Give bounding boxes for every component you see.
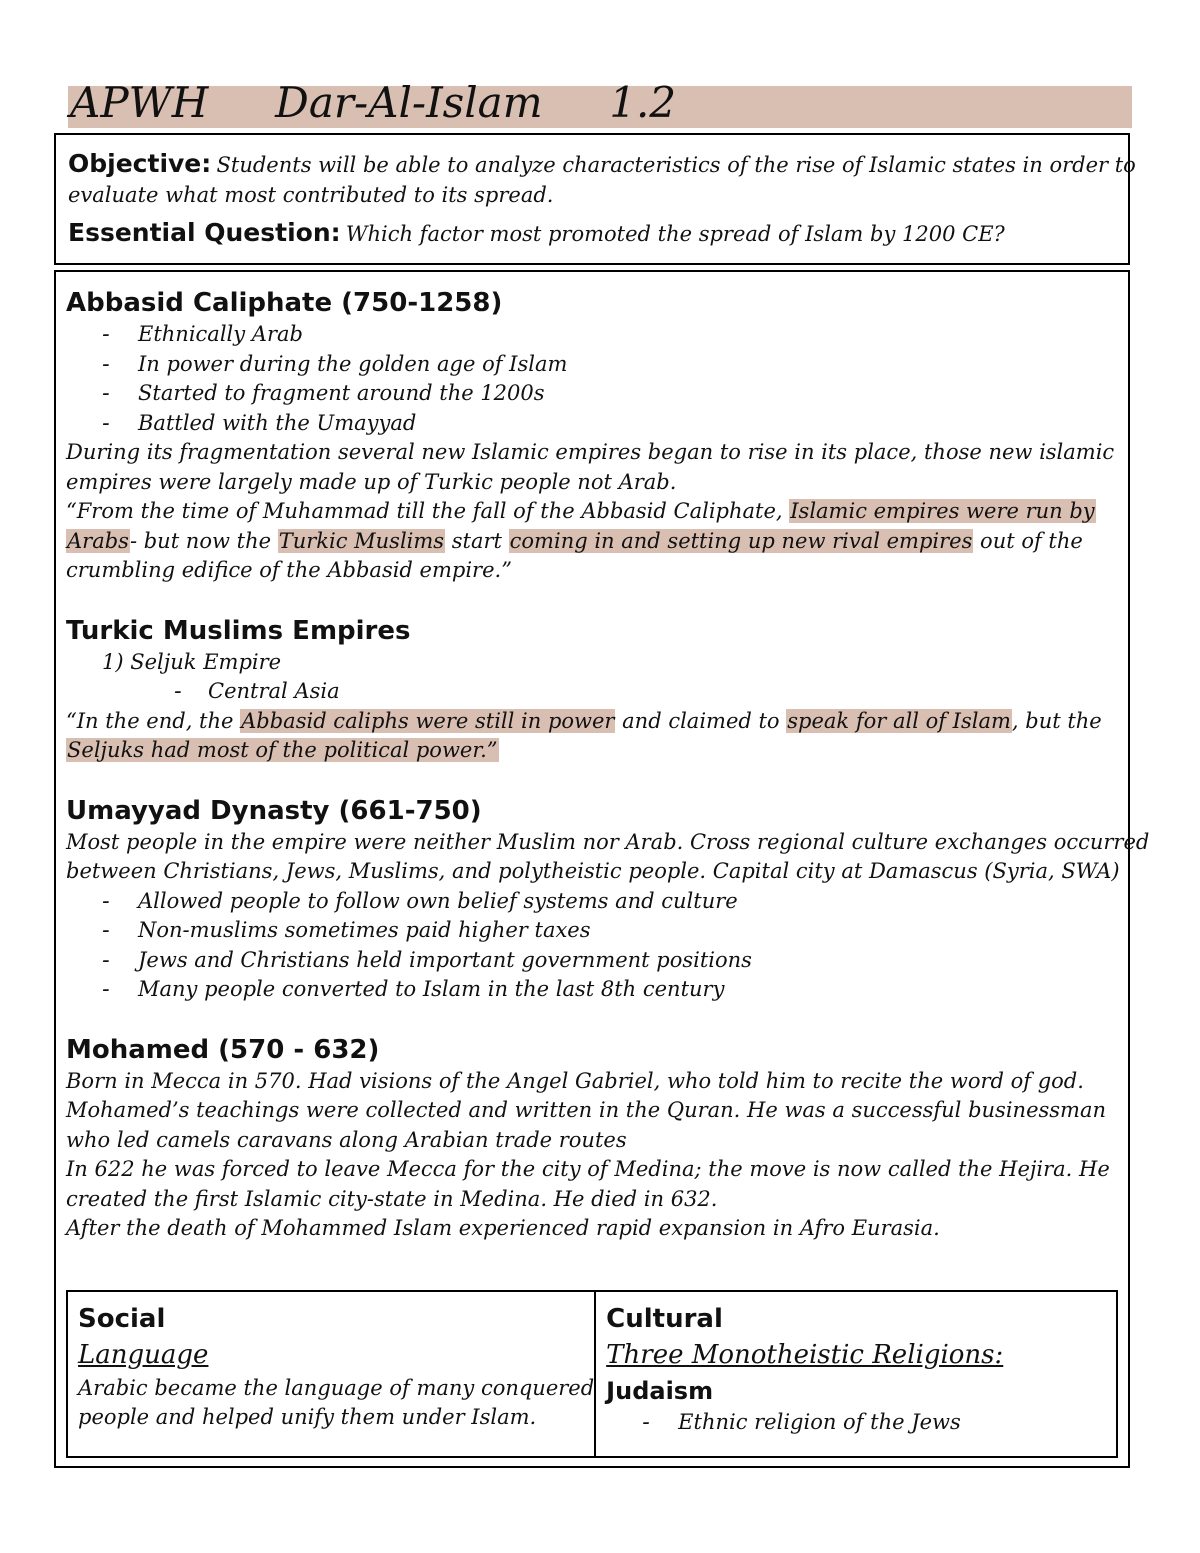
list-item: - Ethnically Arab <box>66 320 1128 350</box>
cultural-cell <box>594 1292 1116 1456</box>
mohamed-line: created the first Islamic city-state in Medina. He died in 632. <box>66 1186 718 1211</box>
turkic-sub-bullets <box>66 677 1128 707</box>
quote-text: start <box>445 528 509 553</box>
social-heading: Social <box>78 1304 166 1334</box>
mohamed-line: Mohamed’s teachings were collected and written in the Quran. He was a successful businessman <box>66 1098 1107 1122</box>
list-item: - Allowed people to follow own belief systems and culture <box>66 887 1128 917</box>
turkic-quote-1 <box>66 707 1128 737</box>
abbasid-quote-1 <box>66 497 1128 527</box>
abbasid-para-1: During its fragmentation several new Islamic empires began to rise in its place, those new islamic <box>66 440 1115 464</box>
turkic-item-1: 1) Seljuk Empire <box>102 649 282 674</box>
list-item: - Started to fragment around the 1200s <box>66 379 1128 409</box>
objective-box <box>54 133 1136 265</box>
list-item: - Battled with the Umayyad <box>66 409 1128 439</box>
abbasid-quote-2 <box>66 527 1128 557</box>
social-text-1: Arabic became the language of many conquered <box>78 1376 595 1400</box>
title-course: APWH <box>70 78 209 127</box>
abbasid-bullets <box>66 320 1128 438</box>
cultural-subheading: Three Monotheistic Religions: <box>606 1340 1004 1370</box>
list-item: - Jews and Christians held important government positions <box>66 946 1128 976</box>
highlight: coming in and setting up new rival empires <box>509 528 973 553</box>
page-title <box>70 78 676 128</box>
essential-question-label: Essential Question: <box>68 218 341 247</box>
mohamed-line: Born in Mecca in 570. Had visions of the Angel Gabriel, who told him to recite the word of god. <box>66 1068 1084 1093</box>
mohamed-heading: Mohamed (570 - 632) <box>66 1034 380 1065</box>
essential-question-text: Which factor most promoted the spread of Islam by 1200 CE? <box>345 222 1005 246</box>
objective-line <box>68 149 1136 181</box>
quote-text: “From the time of Muhammad till the fall of the Abbasid Caliphate, <box>66 499 790 523</box>
quote-text: , but the <box>1011 708 1102 733</box>
title-number: 1.2 <box>609 78 677 127</box>
list-item: - Ethnic religion of the Jews <box>606 1408 1116 1437</box>
cultural-heading: Cultural <box>606 1304 723 1334</box>
objective-label: Objective: <box>68 149 212 178</box>
turkic-quote-2 <box>66 736 1128 766</box>
highlight: Seljuks had most of the political power.” <box>67 738 498 762</box>
highlight: speak for all of Islam <box>787 708 1011 733</box>
social-text-2: people and helped unify them under Islam. <box>78 1405 537 1429</box>
umayyad-heading: Umayyad Dynasty (661-750) <box>66 795 482 826</box>
judaism-heading: Judaism <box>606 1377 714 1405</box>
quote-text: - but now the <box>129 528 278 553</box>
judaism-bullets <box>606 1408 1116 1437</box>
objective-text-1: Students will be able to analyze characteristics of the rise of Islamic states in order to <box>216 153 1136 177</box>
quote-text: out of the <box>973 528 1083 553</box>
highlight: Arabs <box>67 528 129 553</box>
umayyad-para-1: Most people in the empire were neither Muslim nor Arab. Cross regional culture exchanges occurred <box>66 829 1150 854</box>
mohamed-line: who led camels caravans along Arabian trade routes <box>66 1127 627 1152</box>
list-item: - Non-muslims sometimes paid higher taxes <box>66 916 1128 946</box>
abbasid-quote-3: crumbling edifice of the Abbasid empire.” <box>66 558 512 582</box>
social-cultural-table <box>66 1290 1118 1458</box>
title-unit: Dar-Al-Islam <box>275 78 543 127</box>
turkic-heading: Turkic Muslims Empires <box>66 615 411 646</box>
essential-question-line <box>68 218 1128 250</box>
mohamed-line: After the death of Mohammed Islam experienced rapid expansion in Afro Eurasia. <box>66 1216 940 1240</box>
quote-text: and claimed to <box>615 708 787 733</box>
abbasid-para-2: empires were largely made up of Turkic people not Arab. <box>66 469 677 494</box>
highlight: Turkic Muslims <box>278 528 445 553</box>
highlight: Abbasid caliphs were still in power <box>241 708 615 733</box>
highlight: Islamic empires were run by <box>790 499 1095 523</box>
list-item: - Central Asia <box>66 677 1128 707</box>
social-cell <box>68 1292 594 1456</box>
abbasid-heading: Abbasid Caliphate (750-1258) <box>66 288 503 318</box>
mohamed-line: In 622 he was forced to leave Mecca for the city of Medina; the move is now called the Hejira. He <box>66 1157 1110 1181</box>
social-subheading: Language <box>78 1340 209 1370</box>
umayyad-para-2: between Christians, Jews, Muslims, and polytheistic people. Capital city at Damascus (Syria, SWA) <box>66 859 1120 883</box>
umayyad-bullets <box>66 887 1128 1005</box>
list-item: - Many people converted to Islam in the last 8th century <box>66 975 1128 1005</box>
quote-text: “In the end, the <box>66 708 241 733</box>
objective-text-2: evaluate what most contributed to its spread. <box>68 182 554 207</box>
list-item: - In power during the golden age of Islam <box>66 350 1128 380</box>
notes-box <box>54 270 1150 1468</box>
